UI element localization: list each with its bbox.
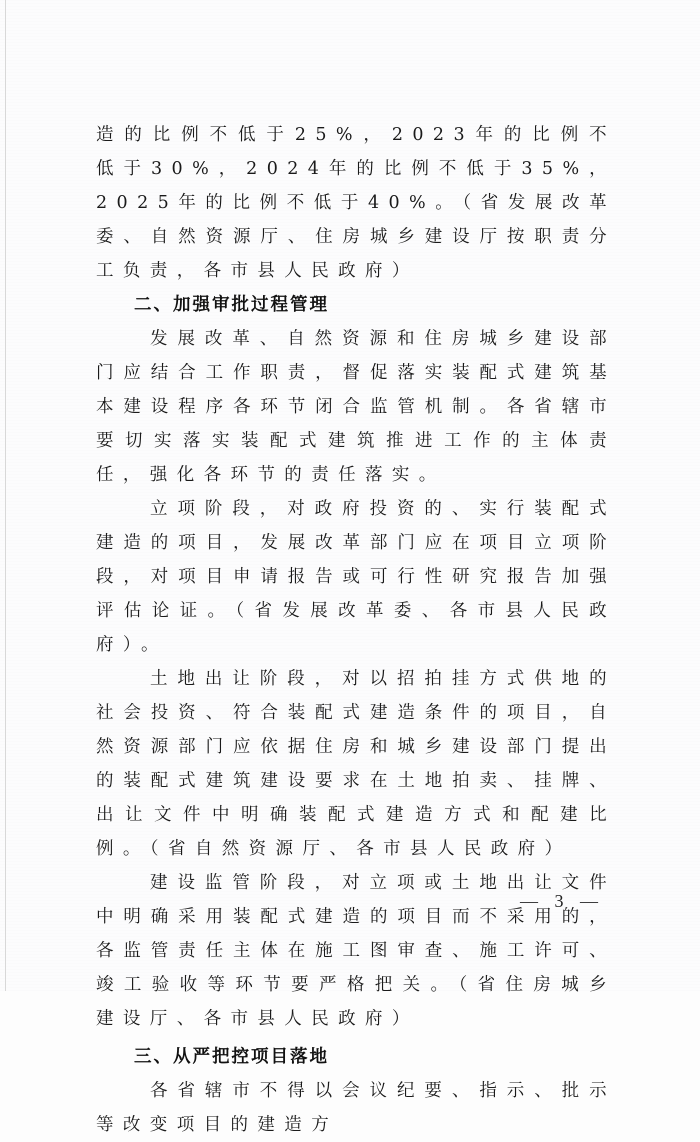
- paragraph-ratio-targets: 造的比例不低于25%，2023年的比例不低于30%，2024年的比例不低于35%，2025年的比例不低于40%。（省发展改革委、自然资源厅、住房城乡建设厅按职责分工负责，各市县人民政府）: [96, 125, 616, 281]
- document-body: [96, 118, 616, 1142]
- section-heading-project-implementation: 三、从严把控项目落地: [134, 1047, 329, 1067]
- scan-edge-line: [5, 0, 6, 991]
- paragraph-land-transfer-stage: 土地出让阶段，对以招拍挂方式供地的社会投资、符合装配式建造条件的项目，自然资源部门应依据住房和城乡建设部门提出的装配式建筑建设要求在土地拍卖、挂牌、出让文件中明确装配式建造方式和配建比例。（省自然资源厅、各市县人民政府）: [96, 669, 616, 859]
- page-number: — 3 —: [520, 891, 604, 911]
- paragraph-construction-supervision-stage: 建设监管阶段，对立项或土地出让文件中明确采用装配式建造的项目而不采用的，各监管责任主体在施工图审查、施工许可、竣工验收等环节要严格把关。（省住房城乡建设厅、各市县人民政府）: [96, 873, 616, 1029]
- paragraph-departments-duties: 发展改革、自然资源和住房城乡建设部门应结合工作职责，督促落实装配式建筑基本建设程序各环节闭合监管机制。各省辖市要切实落实装配式建筑推进工作的主体责任，强化各环节的责任落实。: [96, 329, 616, 485]
- paragraph-no-change-construction-method: 各省辖市不得以会议纪要、指示、批示等改变项目的建造方: [96, 1081, 616, 1135]
- paragraph-project-approval-stage: 立项阶段，对政府投资的、实行装配式建造的项目，发展改革部门应在项目立项阶段，对项目申请报告或可行性研究报告加强评估论证。（省发展改革委、各市县人民政府）。: [96, 499, 616, 655]
- section-heading-approval-management: 二、加强审批过程管理: [134, 295, 329, 315]
